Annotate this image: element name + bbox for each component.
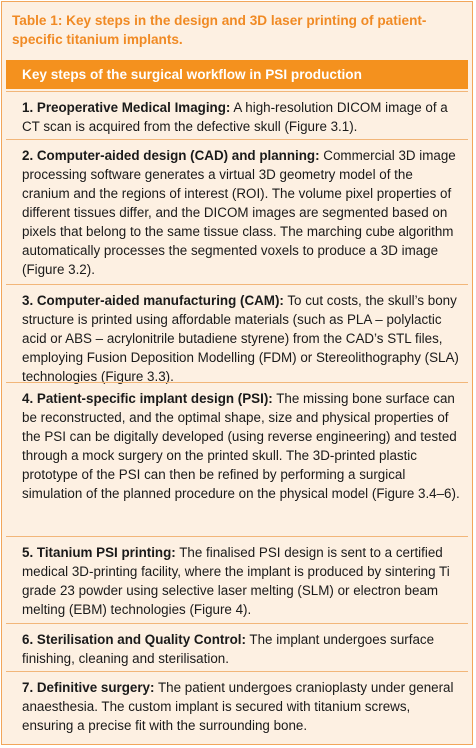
step-text: The implant undergoes surface finishing, cleaning and sterilisation.	[22, 632, 435, 666]
step-text: The finalised PSI design is sent to a certified medical 3D-printing facility, where the implant is produced by sintering Ti grade 23 powder using selective laser melting (SLM) or electron beam melting (EBM) technologies (Figure 4).	[22, 545, 450, 617]
table-row-step-2	[6, 139, 468, 284]
step-title: 4. Patient-specific implant design (PSI):	[22, 391, 273, 406]
table-row-step-4	[6, 382, 468, 536]
step-text: The missing bone surface can be reconstructed, and the optimal shape, size and physical properties of the PSI can be digitally developed (using reverse engineering) and tested through a mock surgery on the printed skull. The 3D-printed plastic prototype of the PSI can then be refined by performing a surgical simulation of the planned procedure on the physical model (Figure 3.4–6).	[22, 391, 460, 501]
step-text: A high-resolution DICOM image of a CT scan is acquired from the defective skull (Figure 3.1).	[22, 100, 448, 134]
table-row-step-1	[6, 91, 468, 139]
step-title: 1. Preoperative Medical Imaging:	[22, 100, 231, 115]
step-title: 5. Titanium PSI printing:	[22, 545, 176, 560]
table-row-step-5	[6, 536, 468, 623]
table-header: Key steps of the surgical workflow in PSI production	[6, 60, 468, 89]
table-row-step-3	[6, 284, 468, 382]
step-title: 3. Computer-aided manufacturing (CAM):	[22, 293, 284, 308]
step-text: The patient undergoes cranioplasty under general anaesthesia. The custom implant is secured with titanium screws, ensuring a precise fit with the surrounding bone.	[22, 680, 454, 733]
step-title: 6. Sterilisation and Quality Control:	[22, 632, 246, 647]
table-row-step-6	[6, 623, 468, 671]
step-text: Commercial 3D image processing software generates a virtual 3D geometry model of the cranium and the regions of interest (ROI). The volume pixel properties of different tissues differ, and the DICOM images are segmented based on pixels that belong to the same tissue class. The marching cube algorithm automatically processes the segmented voxels to produce a 3D image (Figure 3.2).	[22, 148, 456, 277]
table-card	[1, 1, 473, 745]
step-title: 7. Definitive surgery:	[22, 680, 155, 695]
table-caption: Table 1: Key steps in the design and 3D laser printing of patient-specific titanium implants.	[12, 13, 427, 47]
table-row-step-7	[6, 671, 468, 743]
step-text: To cut costs, the skull’s bony structure is printed using affordable materials (such as PLA – polylactic acid or ABS – acrylonitrile butadiene styrene) from the CAD’s STL files, employing Fusion Deposition Modelling (FDM) or Stereolithography (SLA) technologies (Figure 3.3).	[22, 293, 459, 384]
step-title: 2. Computer-aided design (CAD) and planning:	[22, 148, 320, 163]
